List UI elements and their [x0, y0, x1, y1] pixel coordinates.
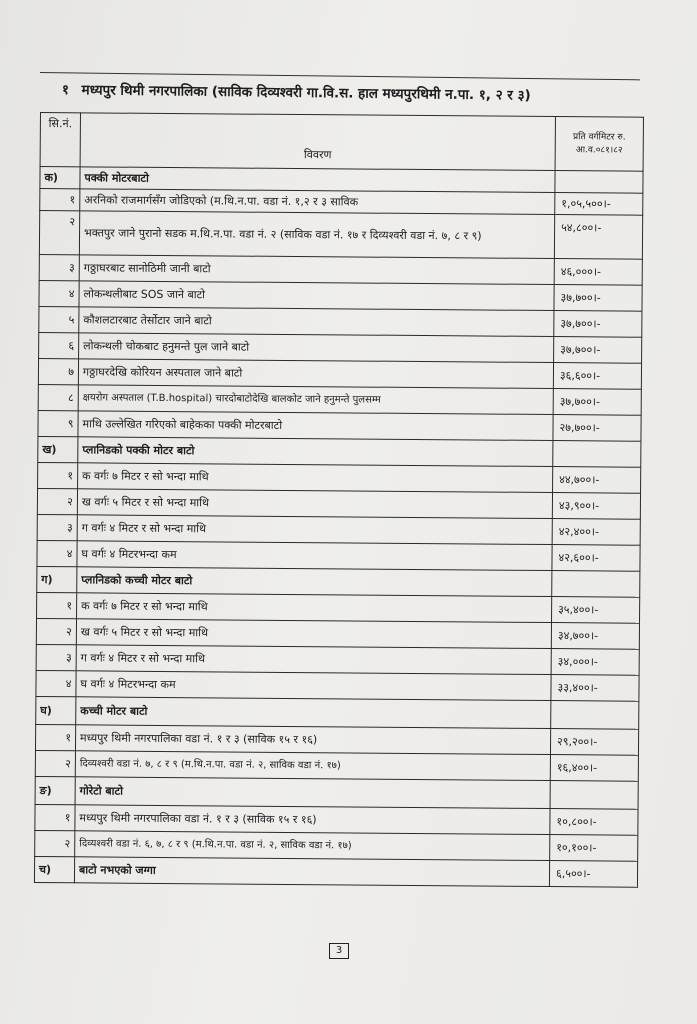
section-rate: ६,५००।-	[549, 861, 637, 888]
title-rule	[40, 72, 640, 80]
table-row	[39, 211, 642, 260]
header-sn: सि.नं.	[40, 113, 80, 167]
row-number: २	[35, 830, 75, 856]
row-rate: ३४,०००।-	[551, 649, 639, 676]
row-rate: ३६,६००।-	[553, 363, 641, 390]
section-label: क)	[40, 167, 80, 189]
section-label: च)	[34, 856, 74, 882]
row-rate: ३७,७००।-	[553, 389, 641, 416]
section-title: प्लानिडको कच्ची मोटर बाटो	[77, 567, 552, 597]
row-description: मध्यपुर थिमी नगरपालिका वडा नं. १ र ३ (साविक १५ र १६)	[75, 805, 550, 835]
row-number: २	[39, 211, 79, 255]
row-description: घ वर्गः ४ मिटरभन्दा कम	[77, 541, 552, 571]
row-number: ३	[36, 644, 76, 670]
row-number: ४	[37, 540, 77, 566]
row-description: मध्यपुर थिमी नगरपालिका वडा नं. १ र ३ (साविक १५ र १६)	[75, 725, 550, 755]
row-description: ग वर्गः ४ मिटर र सो भन्दा माथि	[77, 515, 552, 545]
section-row	[34, 856, 637, 887]
row-number: २	[35, 750, 75, 776]
row-rate: ३७,७००।-	[554, 337, 642, 364]
row-number: २	[36, 618, 76, 644]
row-rate: ३४,७००।-	[551, 623, 639, 650]
row-rate: ३५,४००।-	[552, 597, 640, 624]
row-number: ९	[38, 410, 78, 436]
header-rate-year: आ.व.०८१।८२	[575, 144, 623, 156]
row-description: कौशलटारबाट तेर्सोटार जाने बाटो	[79, 307, 554, 337]
row-number: १	[37, 592, 77, 618]
row-description: दिव्यश्वरी वडा नं. ७, ८ र ९ (म.थि.न.पा. वडा नं. २, साविक वडा नं. १७)	[75, 751, 550, 781]
row-number: १	[40, 189, 80, 211]
row-description: क वर्गः ७ मिटर र सो भन्दा माथि	[77, 593, 552, 623]
row-description: लोकन्थली चोकबाट हनुमन्ते पुल जाने बाटो	[79, 333, 554, 363]
row-description: क्षयरोग अस्पताल (T.B.hospital) चारदोबाटोदेखि बालकोट जाने हनुमन्ते पुलसम्म	[78, 385, 553, 415]
section-label: ग)	[37, 566, 77, 592]
row-number: ४	[39, 280, 79, 306]
row-number: ४	[36, 670, 76, 696]
title-number: १	[61, 81, 70, 99]
section-title: बाटो नभएको जग्गा	[74, 857, 549, 887]
row-description: घ वर्गः ४ मिटरभन्दा कम	[76, 671, 551, 701]
row-rate: २७,७००।-	[553, 415, 641, 442]
row-number: १	[38, 462, 78, 488]
header-rate-unit: प्रति वर्गमिटर रु.	[573, 131, 626, 143]
row-description: माथि उल्लेखित गरिएको बाहेकका पक्की मोटरबाटो	[78, 411, 553, 441]
land-rate-table	[34, 112, 644, 888]
row-description: लोकन्थलीबाट SOS जाने बाटो	[79, 281, 554, 311]
row-number: ३	[37, 514, 77, 540]
section-label: घ)	[36, 696, 76, 724]
row-rate: ४२,४००।-	[552, 519, 640, 546]
row-rate: १६,४००।-	[550, 755, 638, 782]
row-rate: ३७,७००।-	[554, 311, 642, 338]
row-rate: ५४,८००।-	[554, 215, 642, 260]
section-title: प्लानिडको पक्की मोटर बाटो	[78, 437, 553, 467]
row-rate: १०,८००।-	[550, 809, 638, 836]
section-rate	[555, 171, 643, 194]
section-label: ङ)	[35, 776, 75, 804]
row-number: १	[35, 724, 75, 750]
row-number: २	[37, 488, 77, 514]
row-description: अरनिको राजमार्गसँग जोडिएको (म.थि.न.पा. वडा नं. १,२ र ३ साविक	[80, 189, 555, 215]
row-rate: ३७,७००।-	[554, 285, 642, 312]
row-rate: १०,१००।-	[550, 835, 638, 862]
row-rate: ४३,९००।-	[552, 493, 640, 520]
row-description: भक्तपुर जाने पुरानो सडक म.थि.न.पा. वडा नं. २ (साविक वडा नं. १७ र दिव्यश्वरी वडा नं. ७, ८ र ९)	[79, 211, 554, 259]
row-rate: १,०५,५००।-	[555, 193, 643, 216]
section-rate	[551, 701, 639, 730]
row-rate: ४२,६००।-	[552, 545, 640, 572]
row-number: ३	[39, 254, 79, 280]
row-description: ख वर्गः ५ मिटर र सो भन्दा माथि	[76, 619, 551, 649]
row-rate: ३३,४००।-	[551, 675, 639, 702]
row-number: ५	[39, 306, 79, 332]
row-number: ६	[39, 332, 79, 358]
row-description: ग वर्गः ४ मिटर र सो भन्दा माथि	[76, 645, 551, 675]
row-rate: ४६,०००।-	[554, 259, 642, 286]
row-description: ख वर्गः ५ मिटर र सो भन्दा माथि	[77, 489, 552, 519]
title-text: मध्यपुर थिमी नगरपालिका (साविक दिव्यश्वरी गा.वि.स. हाल मध्यपुरथिमी न.पा. १, २ र ३)	[81, 82, 531, 104]
row-rate: २९,२००।-	[550, 729, 638, 756]
header-description: विवरण	[80, 113, 555, 171]
row-description: गठ्ठाघरदेखि कोरियन अस्पताल जाने बाटो	[78, 359, 553, 389]
row-description: दिव्यश्वरी वडा नं. ६, ७, ८ र ९ (म.थि.न.पा. वडा नं. २, साविक वडा नं. १७)	[75, 831, 550, 861]
page-title	[62, 80, 652, 105]
section-title: पक्की मोटरबाटो	[80, 167, 555, 193]
section-rate	[553, 441, 641, 468]
section-label: ख)	[38, 436, 78, 462]
section-rate	[550, 781, 638, 810]
row-number: ७	[38, 358, 78, 384]
table-header-row	[40, 113, 643, 172]
row-description: क वर्गः ७ मिटर र सो भन्दा माथि	[78, 463, 553, 493]
row-rate: ४४,७००।-	[553, 467, 641, 494]
section-title: कच्ची मोटर बाटो	[76, 697, 551, 729]
section-title: गोरेटो बाटो	[75, 777, 550, 809]
row-description: गठ्ठाघरबाट सानोठिमी जानी बाटो	[79, 255, 554, 285]
section-rate	[552, 571, 640, 598]
row-number: १	[35, 804, 75, 830]
row-number: ८	[38, 384, 78, 410]
page-number: 3	[329, 943, 349, 959]
header-rate	[555, 117, 643, 172]
